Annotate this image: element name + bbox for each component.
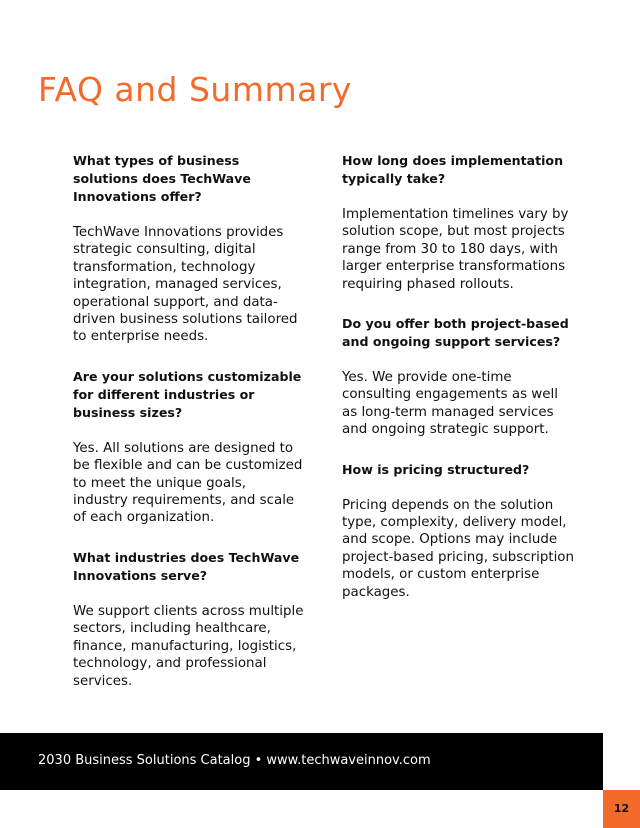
page-number-badge bbox=[603, 790, 640, 828]
faq-item bbox=[73, 368, 305, 527]
faq-question: How long does implementation typically take? bbox=[342, 153, 564, 186]
faq-item bbox=[73, 549, 305, 690]
faq-question: Are your solutions customizable for different industries or business sizes? bbox=[73, 368, 302, 420]
footer-text: 2030 Business Solutions Catalog • www.techwaveinnov.com bbox=[38, 753, 431, 768]
faq-answer: TechWave Innovations provides strategic consulting, digital transformation, technology integration, managed services, operational support, and data-driven business solutions tailored to enterprise needs. bbox=[73, 225, 298, 345]
faq-item bbox=[73, 152, 305, 346]
faq-answer: Yes. We provide one-time consulting engagements as well as long-term managed services and ongoing strategic support. bbox=[342, 370, 558, 438]
faq-question: How is pricing structured? bbox=[342, 461, 530, 477]
faq-column-right bbox=[342, 152, 574, 623]
faq-answer: We support clients across multiple sectors, including healthcare, finance, manufacturing, logistics, technology, and professional services. bbox=[73, 603, 304, 689]
faq-answer: Implementation timelines vary by solution scope, but most projects range from 30 to 180 days, with larger enterprise transformations requiring phased rollouts. bbox=[342, 207, 569, 292]
faq-question: Do you offer both project-based and ongoing support services? bbox=[342, 316, 569, 350]
faq-item bbox=[342, 461, 574, 601]
page-number: 12 bbox=[613, 802, 630, 815]
page-title: FAQ and Summary bbox=[38, 70, 352, 109]
faq-item bbox=[342, 315, 574, 439]
faq-answer: Yes. All solutions are designed to be flexible and can be customized to meet the unique goals, industry requirements, and scale of each organization. bbox=[73, 440, 303, 526]
faq-answer: Pricing depends on the solution type, complexity, delivery model, and scope. Options may include project-based pricing, subscription models, or custom enterprise packages. bbox=[342, 497, 574, 600]
faq-item bbox=[342, 152, 574, 293]
footer-bar bbox=[0, 733, 603, 790]
faq-question: What types of business solutions does TechWave Innovations offer? bbox=[73, 153, 251, 204]
faq-column-left bbox=[73, 152, 305, 712]
faq-question: What industries does TechWave Innovations serve? bbox=[73, 549, 300, 583]
